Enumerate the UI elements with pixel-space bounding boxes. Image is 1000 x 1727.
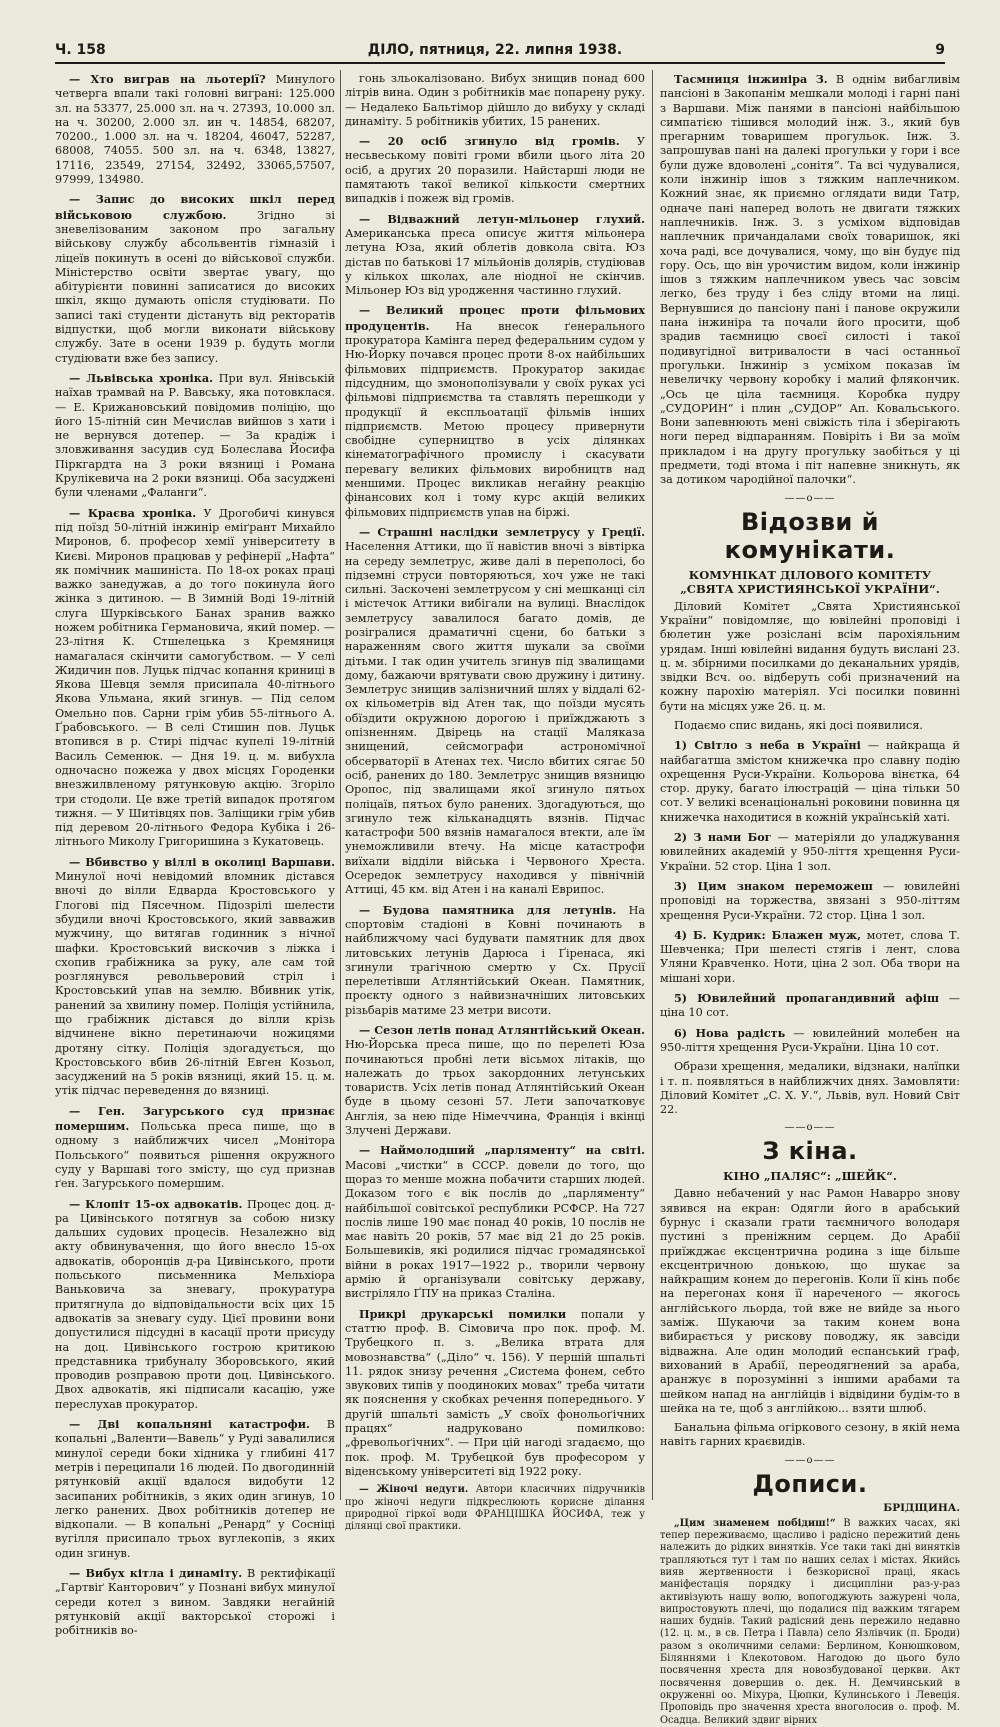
article-text: Автори класичних підручників про жіночі недуги підкреслюють корисне ділання природної гіркої води ФРАНЦІШКА ЙОСИФА, теж у ділянці свої практики. (345, 1484, 645, 1533)
article-text: — ювилейні проповіді на торжества, звязані з 950-літтям хрещення Руси-України. 72 стор. Ціна 1 зол. (660, 879, 960, 922)
article-lead: — Львівська хроніка. (69, 370, 214, 385)
article-text: Населення Аттики, що її навістив вночі з вівтірка на середу землетрус, живе далі в переполосі, бо підземні струси повторяються, хоч уже не такі сильні. Заскочені землетрусом у сні мешканці сіл і містечок Аттики вибігали на вулиці. Внаслідок землетрусу завалилося багато домів, де розігралися драматичні сцени, бо батьки з нараженням свого життя шукали за своїми дітьми. І так один учитель згинув під звалищами дому, бажаючи врятувати свою дружину і дитину. Землетрус знищив залізничний шлях у віддалі 62-ох кільометрів від Атен так, що поїзди мусять обїздити окружною дорогою і приїжджають з опізненням. Двірець на стації Маляказа знищений, сейсмографи астрономічної обсерваторії в Атенах тех. Число вбитих сягає 50 осіб, ранених до 180. Землетрус знищив вязницю Оропос, під звалищами якої згинуло пятьох поліцаїв, пятьох було ранених. Здогадуються, що згинуло теж кільканадцять вязнів. Підчас катастрофи 500 вязнів намагалося втекти, але їм унеможливили втечу. На місце катастрофи виїхали відділи війська і Червоного Хреста. Осередок землетрусу находився у північній Аттиці, 45 км. від Атен і на каналі Еврипос. (345, 540, 645, 897)
article-paragraph (660, 1026, 960, 1056)
article-text: При вул. Янівській наїхав трамвай на Р. Вавську, яка потовклася. — Е. Крижановський повідомив поліцію, що його 15-літній син Мечислав вийшов з хати і не вернувся дотепер. — За крадіж і зловживання засудив суд Болеслава Йосифа Піркгардта на 3 роки вязниці і Романа Крулікевича на 2 роки вязниці. Оба засуджені були членами „Фаланги“. (55, 371, 335, 500)
article-group (660, 72, 960, 488)
article-lead: 5) Ювилейний пропагандивний афіш (674, 991, 940, 1006)
article-lead: — Будова памятника для летунів. (359, 902, 617, 917)
article-lead: — Клопіт 15-ох адвокатів. (69, 1196, 243, 1211)
column-divider (652, 70, 653, 1500)
article-paragraph (345, 1307, 645, 1480)
article-paragraph (345, 525, 645, 898)
article-text: Ню-Йорська преса пише, що по перелеті Юза починаються пробні лети вісьмох літаків, що належать до трьох закордонних летунських товариств. Усіх летів понад Атлянтійський Океан буде в цьому сезоні 57. Лети започатковує Англія, за нею піде Німеччина, Франція і вкінці Злучені Держави. (345, 1038, 645, 1138)
article-paragraph (345, 212, 645, 299)
page-number: 9 (935, 42, 945, 58)
article-lead: — Вибух кітла і динаміту. (69, 1565, 243, 1580)
article-paragraph (660, 719, 960, 733)
article-paragraph (660, 1187, 960, 1416)
article-lead: 3) Цим знаком переможеш (674, 878, 873, 893)
article-paragraph (660, 991, 960, 1021)
article-text: мотет, слова Т. Шевченка; При шелесті стягів і лент, слова Уляни Кравченко. Ноти, ціна 2 зол. Оба твори на мішані хори. (660, 928, 960, 985)
article-lead: Прикрі друкарські помилки (359, 1306, 567, 1321)
article-paragraph (660, 72, 960, 488)
article-lead: — Запис до високих шкіл перед військовою службою. (55, 192, 335, 222)
section-title-dopysy: Дописи. (752, 1469, 868, 1498)
article-paragraph (660, 1060, 960, 1117)
article-lead: — Краєва хроніка. (69, 505, 197, 520)
article-lead: — Сезон летів понад Атлянтійський Океан. (359, 1023, 645, 1037)
article-paragraph (345, 903, 645, 1018)
article-text: В однім вибагливім пансіоні в Закопанім мешкали молоді і гарні пані з Варшави. Між панями в пансіоні найбільшою симпатією тішився молодий інж. З., який був прегарним товаришем прогульок. Інж. З. запрошував пані на далекі прогульки у гори і все були дуже вдоволені „сонітя“. Та всі чудувалися, коли інжинір ішов з тяжким наплечником. Кожний знає, як приємно оглядати види Татр, одначе пані наперед волоть не двигати тяжких наплечників. Інж. З. з усміхом відповідав наплечник причандалами своїх товаришок, які хоча раді, все дочувалися, чому, що він будує під гору. Ось, що він урочистим видом, коли інжинір ішов з тяжким наплечником увесь час зовсім легко, без труду і без сліду втоми на лиці. Вернувшися до пансіону пані і панове окружили пана інжиніра та почали його просити, щоб зрадив таємницю своєї силості і такої подивугідної витривалости в часі останньої прогульки. Інжинір з усміхом показав їм невеличку червону коробку і малий флякончик. „Ось це ціла таємниця. Коробка пудру „СУДОРИН“ і плин „СУДОР“ Ап. Ковальського. Вони запевнюють мені свіжість тіла і зберігають ноги перед відпаранням. Повіріть і Ви за моїм прикладом і на другу прогульку заобіться у ці предмети, тоді втома і піт напевне зникнуть, як за дотиком чародійної палочки“. (660, 73, 960, 487)
komunikat-title: КОМУНІКАТ ДІЛОВОГО КОМІТЕТУ „СВЯТА ХРИСТИЯНСЬКОЇ УКРАЇНИ“. (680, 567, 940, 596)
section-title-kino: З кіна. (762, 1137, 858, 1166)
article-paragraph (345, 72, 645, 129)
article-paragraph (55, 855, 335, 1099)
article-lead: — Наймолодший „парляменту“ на світі. (359, 1143, 645, 1158)
article-paragraph (55, 506, 335, 850)
article-text: — ціна 10 сот. (660, 992, 960, 1020)
article-lead: 2) З нами Бог (674, 830, 772, 845)
dopysy-subtitle: БРІДЩИНА. (883, 1501, 960, 1514)
article-text: В ректифікації „Гартвіґ Канторович“ у Познані вибух минулої середи котел з вином. Завдяки негайній рятунковій акції вакторської сторожі і робітників во- (55, 1566, 335, 1638)
article-lead: — Дві копальняні катастрофи. (69, 1417, 310, 1432)
article-paragraph (345, 1484, 645, 1533)
column-3 (660, 72, 960, 1726)
issue-number: Ч. 158 (55, 42, 106, 58)
column-1 (55, 72, 336, 1638)
article-lead: — Страшні наслідки землетрусу у Греції. (359, 524, 645, 539)
article-lead: 6) Нова радість (674, 1025, 786, 1040)
article-text: Минулого четверга впали такі головні виграні: 125.000 зл. на 53377, 25.000 зл. на ч. 27393, 10.000 зл. на ч. 30200, 2.000 зл. ин ч. 14854, 68207, 70200., 1.000 зл. на ч. 18204, 46047, 52287, 68008, 74055. 500 зл. на ч. 6348, 13827, 17116, 23549, 27154, 32492, 33065,57507, 97999, 134980. (55, 73, 335, 187)
article-lead: Тасмниця інжинірa З. (674, 72, 828, 86)
article-lead: „Цим знаменем побідиш!“ (674, 1517, 836, 1529)
article-paragraph (55, 72, 335, 187)
masthead-date: ДІЛО, пятниця, 22. липня 1938. (367, 42, 623, 58)
article-text: — матеріяли до уладжування ювилейних академій у 950-ліття хрещення Руси-України. 52 стор. Ціна 1 зол. (660, 831, 960, 873)
article-text: Образи хрещення, медалики, відзнаки, налїпки і т. п. появляться в найближчих днях. Замовляти: Діловий Комітет „С. Х. У.“, Львів, вул. Новий Світ 22. (660, 1060, 960, 1117)
article-text: попали у статтю проф. В. Сімовича про пок. проф. М. Трубецкого п. з. „Велика втрата для мовознавства“ („Діло“ ч. 156). У першій шпальті 11. рядок знизу речення „Система фонем, себто звукових типів у поодиноких мовах“ треба читати як пояснення у скобках речення попереднього. У другій шпальті замість „У своїх фонольоґічних працях“ надруковано помилково: „фревольоґічних“. — При цій нагоді згадаємо, що пок. проф. М. Трубецкой був професором у віденському університеті від 1922 року. (345, 1307, 645, 1478)
article-paragraph (660, 738, 960, 825)
article-text: гонь зльокалізовано. Вибух знищив понад 600 літрів вина. Один з робітників має попарену руку. — Недалеко Бальтімор дійшло до вибуху у складі динаміту. 5 робітників убитих, 15 ранених. (345, 72, 645, 128)
article-paragraph (55, 1104, 335, 1192)
article-paragraph (660, 879, 960, 923)
article-text: В копальні „Валенти—Вавель“ у Руді завалилися минулої середи боки хідника у глибині 417 метрів і переципали 16 людей. По двогодинній рятунковій акції вдалося видобути 12 засипаних робітників, з яких один згинув, 10 легко ранених. Двох робітників дотепер не відкопали. — В копальні „Ренард“ у Сосніці вугілля присипало трьох вуглекопів, з яких один згинув. (55, 1418, 336, 1560)
article-paragraph (55, 192, 335, 366)
article-text: На внесок ґенерального прокуратора Камінга перед федеральним судом у Ню-Йорку почався процес проти 8-ох найбільших фільмових підприємств. Прокуратор закидає підсудним, що змонополізували у своїх руках усі фільмові підприємства та ставлять перешкоди у продукції й експльоатації фільмів інших підприємств. Метою процесу привернути свобідне суперництво в усіх ділянках кінематографічного промислу і скасувати перевагу великих фільмових виробництв над меншими. Процес викликав негайну реакцію фінансових кол і тому курс акцій великих фільмових підприємств упав на біржі. (345, 319, 645, 519)
column-divider (340, 70, 341, 1500)
article-text: На спортовім стадіоні в Ковні починають в найближчому часі будувати памятник для двох литовських летунів Дарюса і Ґіренаса, які згинули трагічною смертю у Сх. Прусії перелетівши Атлянтійський Океан. Памятник, проєкту одного з найвизначніших литовських різьбарів матиме 23 метри висоти. (345, 903, 645, 1017)
article-text: Подаємо спис видань, які досі появилися. (674, 718, 923, 732)
article-group (660, 600, 960, 1118)
article-text: — ювилейний молебен на 950-ліття хрещення Руси-України. Ціна 10 сот. (660, 1026, 960, 1054)
article-lead: — Вбивство у віллі в околиці Варшави. (69, 854, 335, 869)
kino-subtitle: КІНО „ПАЛЯС“: „ШЕЙК“. (723, 1169, 897, 1184)
article-text: В важких часах, які тепер переживаємо, щасливо і радісно пережитий день належить до рідких виняткiв. Усе таки такі дні винятків трапляються тут і там по наших селах і містах. Якийсь вияв жертвенности і безкорисної праці, якась маніфестація порядку і дисципліни раз-у-раз активізують нашу волю, вопогоджують зажурені чола, випростовують плечі, що подалися під важким тягарем наших буднів. Такий радісний день пережило недавно (12. ц. м., в св. Петра і Павла) село Язлівчик (п. Броди) разом з околичними селами: Берлином, Конюшковом, Біляннями і Клекотовом. Нагодою до цього було посвячення хреста для новозбудованої церкви. Акт посвячення довершив о. дек. Н. Демчинський в окруженні оо. Міхура, Цюпки, Кулинського і Левеція. Проповідь про значення хреста вноголосив о. проф. М. Осадца. Великий здвиг вірних (660, 1517, 960, 1726)
article-paragraph (660, 1421, 960, 1450)
article-text: Польська преса пише, що в одному з найближчих чисел „Монітора Польського“ появиться рішення окружного суду у Варшаві того змісту, що суд признав ґен. Загурського помершим. (55, 1120, 335, 1191)
article-paragraph (660, 928, 960, 986)
ornament-divider: ——o—— (784, 1122, 836, 1134)
article-lead: 1) Світло з неба в Україні (674, 738, 861, 753)
article-text: Минулої ночі невідомий вломник дістався вночі до вілли Едварда Кростовського у Глогові під Пясечном. Підозрілі шелести збудили вночі Кростовського, який завважив мужчину, що витягав годинник з нічної шафки. Кростовський вискочив з ліжка і схопив грабіжника за руку, але сам той розглянувся револьверовий стріл і Кростовський упав на землю. Вбивник утік, ранений за хвилину помер. Поліція устійнила, що грабіжник дістався до вілли крізь відчинене вікно перетинаючи ножицями дротяну сітку. Поліція здогадується, що Кростовського вбив 26-літній Евген Козьол, засуджений на 5 років вязниці, який 15. ц. м. утік підчас переведення до вязниці. (55, 870, 335, 1098)
header-rule (55, 62, 945, 64)
article-paragraph (55, 1417, 335, 1561)
article-lead: 4) Б. Кудрик: Блажен муж, (674, 927, 861, 942)
article-paragraph (55, 1566, 335, 1638)
article-lead: — 20 осіб згинуло від громів. (359, 134, 620, 149)
article-text: Масові „чистки“ в СССР. довели до того, що щораз то менше можна побачити старших людей. Доказом того є вік послів до „парляменту“ найбільшої совітської республики РСФСР. На 727 послів лише 190 має понад 40 років, 10 послів не має навіть 20 років, 57 має від 21 до 25 років. Большевиків, які родилися підчас громадянської війни в роках 1917—1922 р., творили червону армію й організували совітську державу, вистріляло ҐПУ на приказ Сталіна. (345, 1158, 645, 1301)
ornament-divider: ——o—— (784, 1454, 836, 1466)
article-text: Давно небачений у нас Рамон Наварро знову зявився на екран: Одягли його в арабський бурнус і сказали грати таємничого володаря пустині з преніжним серцем. До Арабії приїжджає ексцентрична родина з іще більше ексцентричною донькою, що шукає за найкращим конем до перегонів. Коли її кінь побє на перегонах коня її нареченого — якогось англійського льорда, той вже не вийде за нього заміж. Шукаючи за таким конем вона вибирається у рискову поводжу, як завсіди відважна. Але один молодий еспанський ґраф, вихований в Арабії, переодягнений за араба, аранжує в порозумінні з іншими арабами та шейком напад на англійців і відвідини будім-то в шейка на те, щоб з англійкою... взяти шлюб. (660, 1187, 960, 1415)
article-lead: — Відважний летун-мільонер глухий. (359, 211, 645, 226)
article-lead: — Жіночі недуги. (359, 1484, 469, 1496)
article-paragraph (55, 1197, 335, 1412)
article-group (660, 1518, 960, 1727)
article-text: Американська преса описує життя мільонера летуна Юза, який облетів довкола світа. Юз дістав по батькові 17 мільйонів долярів, студіював у кількох школах, але ніодної не скінчив. Мільонер Юз від уродження частинно глухий. (345, 226, 645, 298)
article-text: Процес доц. д-ра Цивінського потягнув за собою низку дальших судових процесів. Незалежно від акту обвинувачення, що його внесло 15-ох адвокатів, оборонців д-ра Цивінського, проти польського письменника Мельхіора Ваньковича за зневагу, прокуратура притягнула до відповідальности всіх цих 15 адвокатів за зневагу суду. Цієї провини вони допустилися підсудні в касації проти присуду на доц. Цивінського гострою критикою представника трибуналу Зборовського, який проводив розправою проти доц. Цивінського. Двох адвокатів, які підписали касацію, уже переслухав прокуратор. (55, 1197, 335, 1411)
section-title-vidozvy: Відозви й комунікати. (724, 507, 896, 564)
article-text: Діловий Комітет „Свята Християнської України“ повідомляє, що ювілейні проповіді і бюлетин уже розіслані всім парохіяльним урядам. Інші ювілейні видання будуть вислані 23. ц. м. збірними посилками до деканальних урядів, звідки Всч. оо. відберуть собі призначений на кожну парохію матеріял. Усі посилки повинні бути на місцях уже 26. ц. м. (660, 599, 960, 713)
page-header (55, 42, 945, 60)
article-paragraph (660, 1518, 960, 1727)
article-paragraph (345, 303, 645, 519)
column-2 (345, 72, 645, 1533)
article-paragraph (55, 371, 335, 501)
article-text: У несьвеському повіті громи вбили цього літа 20 осіб, а других 20 поразили. Найстарші люди не памятають такої великої кількости смертних випадків і пожеж від громів. (345, 135, 645, 206)
ornament-divider: ——o—— (784, 492, 836, 504)
article-lead: — Ген. Загурського суд признає помершим. (55, 1103, 335, 1134)
article-paragraph (660, 600, 960, 714)
article-lead: — Хто виграв на льотерії? (69, 72, 266, 86)
article-text: — найкраща й найбагатша змістом книжечка про славну подію охрещення Руси-України. Кольорова вінєтка, 64 стор. друку, багато ілюстрацій — ціна тільки 50 сот. У великі всенаціональні роковини повинна ця книжечка находитися в кожній українській хаті. (660, 739, 960, 824)
article-lead: — Великий процес проти фільмових продуцентів. (345, 303, 645, 333)
article-text: У Дрогобичі кинувся під поїзд 50-літній інжинір еміґрант Михайло Миронов, б. професор хемії університету в Києві. Миронов працював у рефінерії „Нафта“ як помічник машиніста. По 18-ох роках праці важко занедужав, а до того покинула його жінка з дитиною. — В Зимній Воді 19-літній слуга Шурківського Банах зранив важко ножем робітника Германовича, який помер. — 23-літня К. Стшелецька з Кремяниця намагалася скінчити самогубством. — У селі Жидичин пов. Луцьк підчас копання криниці в Яковa Шевця земля присипала 40-літнього Якова Ульмана, який згинув. — Під селом Омельно пов. Сарни грім убив 55-літнього А. Ґрабовського. — В селі Стишин пов. Луцьк втопився в р. Стирі підчас купелі 19-літній Василь Семенюк. — Дня 19. ц. м. вибухла одночасно пожежа у двох місцях Городенки внезжилвленому рятунковую акцію. Згоріло три стодоли. Це вже третій випадок протягом тижня. — У Шитівцях пов. Заліщики грім убив під деревом 20-літнього Федора Кубіка і 26-літнього Миколу Григоришина з Кукатовець. (55, 506, 335, 849)
article-paragraph (345, 1143, 645, 1301)
article-paragraph (345, 134, 645, 206)
article-text: Згідно зі зневелізованим законом про загальну військову службу абсольвентів гімназій і ліцеїв покинуть в осені до військової служби. Міністерство освіти звертає увагу, що абітурієнти повинні записатися до високих шкіл, якщо думають опісля студіювати. По записі такі студенти дістануть від ректоратів відпустки, щоб могли виконати військову службу. Зате в осени 1939 р. будуть могли студіювати вже без запису. (55, 208, 335, 365)
article-text: Банальна фільма огіркового сезону, в якій нема навіть гарних краєвидів. (660, 1421, 960, 1449)
article-group (660, 1187, 960, 1449)
article-paragraph (345, 1023, 645, 1138)
article-paragraph (660, 830, 960, 874)
